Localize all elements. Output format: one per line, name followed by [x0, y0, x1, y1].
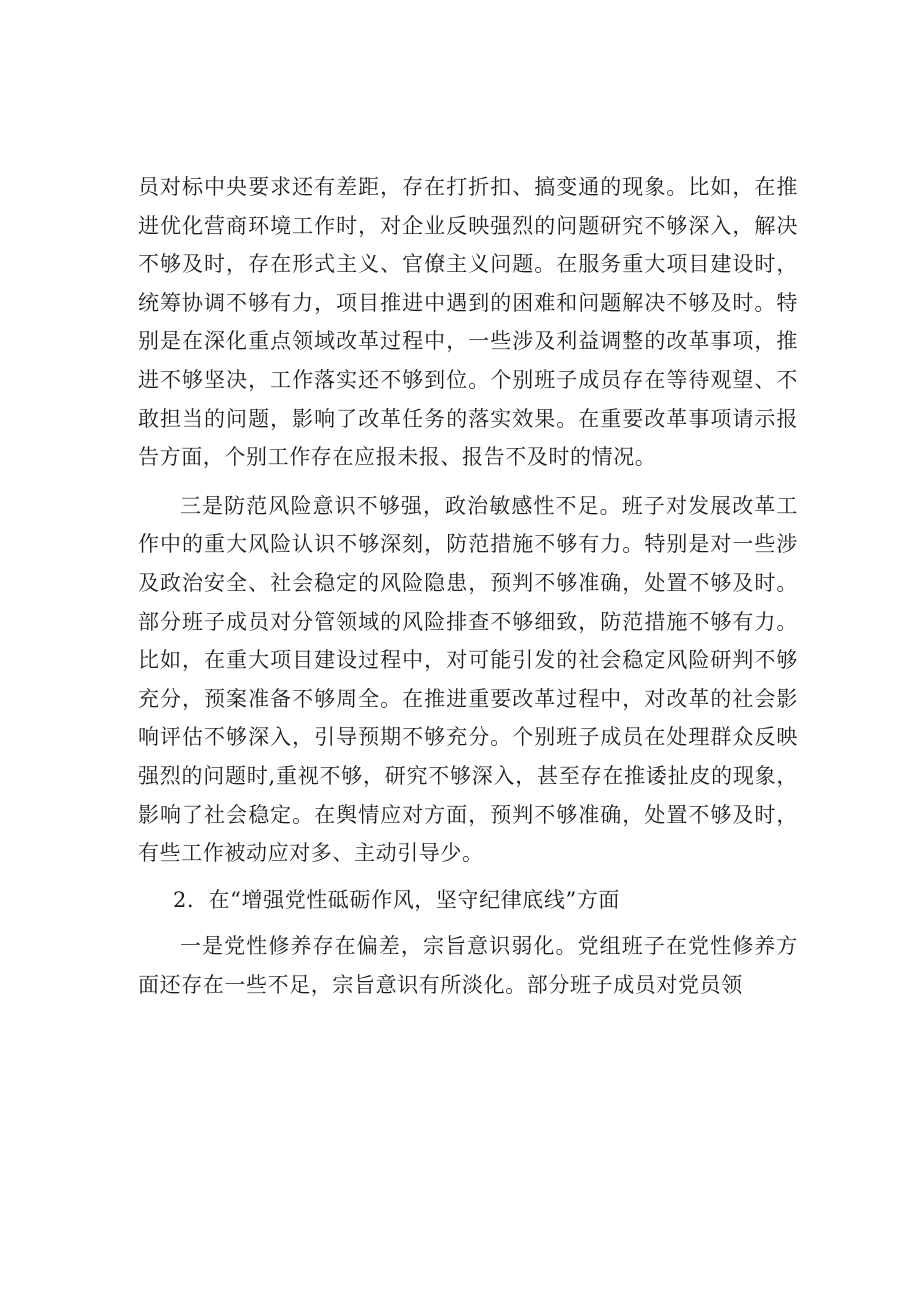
paragraph-risk-awareness: 三是防范风险意识不够强，政治敏感性不足。班子对发展改革工作中的重大风险认识不够深刻，防范措施不够有力。特别是对一些涉及政治安全、社会稳定的风险隐患，预判不够准确，处置不够及时。部分班子成员对分管领域的风险排查不够细致，防范措施不够有力。比如，在重大项目建设过程中，对可能引发的社会稳定风险研判不够充分，预案准备不够周全。在推进重要改革过程中，对改革的社会影响评估不够深入，引导预期不够充分。个别班子成员在处理群众反映强烈的问题时,重视不够，研究不够深入，甚至存在推诿扯皮的现象，影响了社会稳定。在舆情应对方面，预判不够准确，处置不够及时，有些工作被动应对多、主动引导少。	[138, 493, 798, 866]
paragraph-continuation: 员对标中央要求还有差距，存在打折扣、搞变通的现象。比如，在推进优化营商环境工作时，对企业反映强烈的问题研究不够深入，解决不够及时，存在形式主义、官僚主义问题。在服务重大项目建设时，统筹协调不够有力，项目推进中遇到的困难和问题解决不够及时。特别是在深化重点领域改革过程中，一些涉及利益调整的改革事项，推进不够坚决，工作落实还不够到位。个别班子成员存在等待观望、不敢担当的问题，影响了改革任务的落实效果。在重要改革事项请示报告方面，个别工作存在应报未报、报告不及时的情况。	[138, 175, 798, 470]
paragraph-party-spirit: 一是党性修养存在偏差，宗旨意识弱化。党组班子在党性修养方面还存在一些不足，宗旨意识有所淡化。部分班子成员对党员领	[138, 934, 798, 997]
section-heading: 2．在“增强党性砥砺作风，坚守纪律底线”方面	[173, 887, 621, 912]
document-body	[138, 168, 798, 1004]
